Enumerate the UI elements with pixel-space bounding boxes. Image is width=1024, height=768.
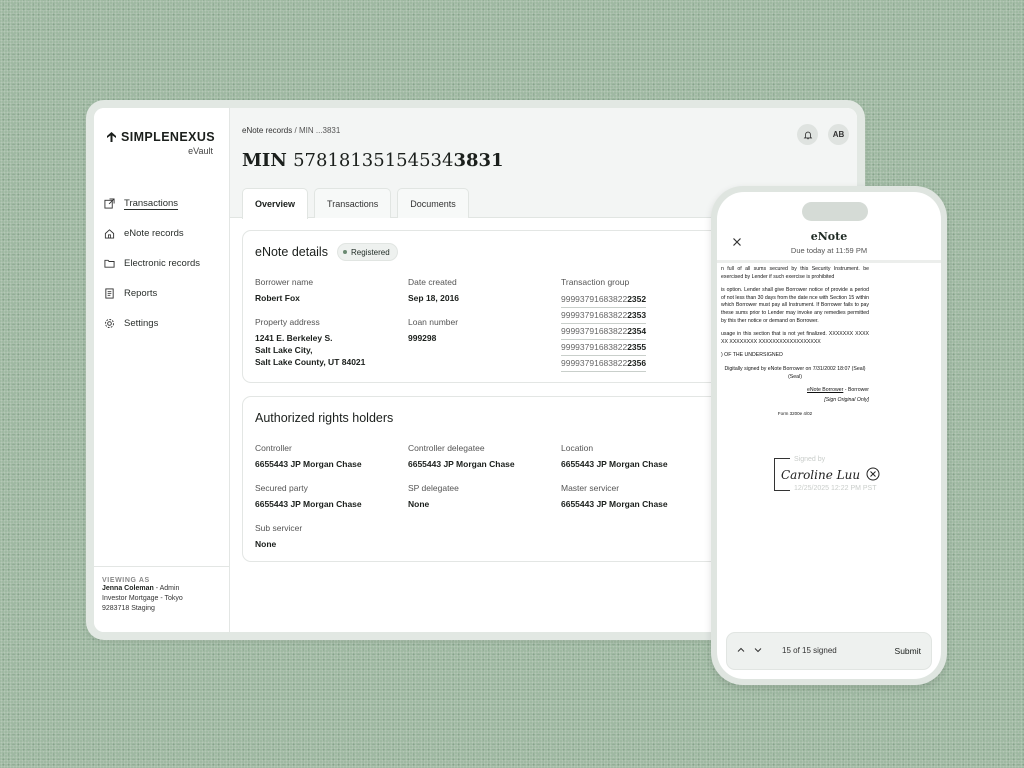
sidebar-item-enote-records[interactable] [104, 218, 224, 248]
address-line-2: Salt Lake City, [255, 345, 313, 355]
chevron-down-icon[interactable] [753, 645, 763, 655]
phone-mockup [711, 186, 947, 685]
transaction-group-link[interactable] [561, 292, 646, 308]
doc-borrower-role: - Borrower [844, 387, 869, 394]
date-created-field [408, 277, 459, 304]
tab-documents[interactable]: Documents [397, 188, 469, 218]
txn-suffix: 2356 [627, 358, 647, 368]
controller-delegatee-label: Controller delegatee [408, 443, 485, 453]
phone-notch [802, 202, 868, 221]
tab-transactions[interactable]: Transactions [314, 188, 391, 218]
controller-value: 6655443 JP Morgan Chase [255, 459, 362, 469]
tab-overview[interactable]: Overview [242, 188, 308, 219]
bell-icon [803, 130, 813, 140]
header-actions [797, 124, 849, 145]
sidebar-nav [104, 188, 224, 338]
address-line-1: 1241 E. Berkeley S. [255, 333, 333, 343]
doc-paragraph: usage in this section that is not yet finalized. XXXXXXX XXXX XX XXXXXXXX XXXXXXXXXXXXXXXXXX [721, 331, 869, 345]
viewing-as-org: Investor Mortgage - Tokyo [102, 595, 183, 602]
signature-field[interactable] [774, 458, 914, 502]
tab-bar [242, 188, 469, 219]
txn-prefix: 99993791683822 [561, 326, 628, 336]
viewing-as-title: VIEWING AS [102, 577, 150, 584]
txn-prefix: 99993791683822 [561, 342, 628, 352]
notifications-button[interactable] [797, 124, 818, 145]
signature-nav [736, 645, 763, 655]
page-title-number-tail: 3831 [453, 150, 504, 171]
external-link-icon [104, 198, 115, 209]
controller-delegatee-field [408, 443, 515, 470]
master-servicer-label: Master servicer [561, 483, 620, 493]
avatar[interactable]: AB [828, 124, 849, 145]
breadcrumb-root-link[interactable]: eNote records [242, 126, 293, 135]
viewing-as-user-name: Jenna Coleman [102, 585, 154, 592]
page-title [242, 150, 504, 171]
borrower-field [255, 277, 313, 304]
sp-delegatee-field [408, 483, 459, 510]
clear-signature-icon[interactable] [866, 467, 880, 481]
phone-divider [717, 260, 941, 263]
doc-paragraph: ) OF THE UNDERSIGNED [721, 352, 783, 359]
sidebar-item-reports[interactable] [104, 278, 224, 308]
sub-servicer-label: Sub servicer [255, 523, 303, 533]
borrower-label: Borrower name [255, 277, 314, 287]
secured-party-value: 6655443 JP Morgan Chase [255, 499, 362, 509]
doc-sign-original: [Sign Original Only] [824, 396, 869, 403]
borrower-value: Robert Fox [255, 293, 300, 303]
master-servicer-value: 6655443 JP Morgan Chase [561, 499, 668, 509]
txn-prefix: 99993791683822 [561, 358, 628, 368]
signing-footer [726, 632, 932, 670]
property-address-field [255, 317, 365, 368]
txn-suffix: 2355 [627, 342, 647, 352]
sidebar [94, 108, 230, 632]
sidebar-item-label: Reports [124, 287, 158, 299]
logo [106, 130, 215, 144]
document-viewer[interactable] [721, 266, 869, 424]
location-field [561, 443, 668, 470]
loan-number-label: Loan number [408, 317, 459, 327]
master-servicer-field [561, 483, 668, 510]
page-title-prefix: MIN [242, 150, 287, 171]
txn-prefix: 99993791683822 [561, 294, 628, 304]
transaction-group-label: Transaction group [561, 277, 630, 287]
sidebar-item-label: Electronic records [124, 257, 201, 269]
viewing-as-env: 9283718 Staging [102, 605, 155, 612]
loan-number-field [408, 317, 458, 344]
page-title-number: 57818135154534 [293, 150, 454, 171]
sidebar-item-label: Settings [124, 317, 159, 329]
folder-icon [104, 258, 115, 269]
home-icon [104, 228, 115, 239]
signature-name: Caroline Luu [781, 468, 861, 482]
address-line-3: Salt Lake County, UT 84021 [255, 357, 366, 367]
sp-delegatee-value: None [408, 499, 430, 509]
txn-prefix: 99993791683822 [561, 310, 628, 320]
logo-mark-icon [106, 131, 117, 143]
doc-paragraph: n full of all sums secured by this Security Instrument. be exercised by Lender if such exercise is prohibited [721, 266, 869, 280]
date-created-value: Sep 18, 2016 [408, 293, 460, 303]
loan-number-value: 999298 [408, 333, 437, 343]
doc-borrower-line [721, 387, 869, 395]
doc-borrower-name: eNote Borrower [807, 387, 844, 394]
breadcrumb [242, 126, 340, 135]
transaction-group-link[interactable] [561, 324, 646, 340]
viewing-as-role: - Admin [155, 585, 180, 592]
phone-title: eNote [810, 230, 848, 243]
txn-suffix: 2352 [627, 294, 647, 304]
status-dot-icon [343, 250, 347, 254]
viewing-as-user [102, 584, 229, 594]
phone-screen [717, 192, 941, 679]
sidebar-item-label: Transactions [124, 197, 179, 209]
signature-timestamp: 12/25/2025 12:22 PM PST [794, 485, 877, 492]
signing-progress-text: 15 of 15 signed [782, 646, 837, 655]
product-name: eVault [188, 146, 213, 156]
location-label: Location [561, 443, 594, 453]
status-badge-label: Registered [351, 247, 390, 257]
doc-form-number: Form 3200e 4/02 [777, 411, 813, 417]
chevron-up-icon[interactable] [736, 645, 746, 655]
transaction-group-link[interactable] [561, 308, 646, 324]
sub-servicer-value: None [255, 539, 277, 549]
rights-holders-title: Authorized rights holders [255, 411, 394, 425]
signature-signed-label: Signed by [794, 456, 826, 463]
breadcrumb-current: MIN ...3831 [298, 126, 341, 135]
secured-party-label: Secured party [255, 483, 308, 493]
controller-delegatee-value: 6655443 JP Morgan Chase [408, 459, 515, 469]
transaction-group-link[interactable] [561, 340, 646, 356]
doc-paragraph: is option. Lender shall give Borrower notice of provide a period of not less than 30 days from the date nce with Section 15 within which Borrower must pay all Instrument. If Borrower fails to pay these sums prior to Lender may invoke any remedies permitted by this ther notice or demand on Borrower. [721, 287, 869, 324]
txn-suffix: 2353 [627, 310, 647, 320]
date-created-label: Date created [408, 277, 457, 287]
secured-party-field [255, 483, 362, 510]
sub-servicer-field [255, 523, 302, 550]
gear-icon [104, 318, 115, 329]
controller-field [255, 443, 362, 470]
location-value: 6655443 JP Morgan Chase [561, 459, 668, 469]
enote-details-title: eNote details [255, 245, 328, 259]
sidebar-item-electronic-records[interactable] [104, 248, 224, 278]
status-badge [337, 243, 398, 261]
sp-delegatee-label: SP delegatee [408, 483, 459, 493]
sidebar-item-transactions[interactable] [104, 188, 224, 218]
breadcrumb-separator: / [294, 126, 297, 135]
viewing-as-panel[interactable] [94, 566, 229, 632]
transaction-group-field [561, 277, 646, 372]
report-icon [104, 288, 115, 299]
txn-suffix: 2354 [627, 326, 647, 336]
brand-name: SIMPLENEXUS [121, 130, 215, 144]
transaction-group-link[interactable] [561, 356, 646, 372]
doc-digital-signature-note: Digitally signed by eNote Borrower on 7/31/2002 18:07 (Seal) (Seal) [724, 365, 866, 380]
phone-subtitle: Due today at 11:59 PM [790, 246, 868, 255]
controller-label: Controller [255, 443, 292, 453]
sidebar-item-settings[interactable] [104, 308, 224, 338]
property-address-label: Property address [255, 317, 320, 327]
submit-button[interactable]: Submit [894, 646, 921, 656]
sidebar-item-label: eNote records [124, 227, 184, 239]
